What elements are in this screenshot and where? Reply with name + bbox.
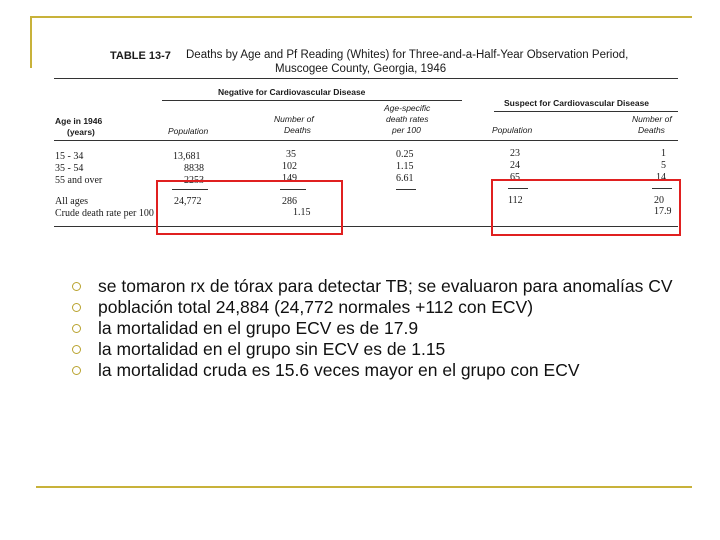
row-deaths-s: 1 (661, 148, 666, 159)
row-rate: 1.15 (396, 161, 414, 172)
col-age-unit: (years) (67, 127, 95, 137)
crude-rate-negative: 1.15 (293, 207, 311, 218)
circle-bullet-icon (72, 282, 81, 291)
circle-bullet-icon (72, 345, 81, 354)
row-deaths: 102 (282, 161, 297, 172)
highlight-box-suspect (491, 179, 681, 236)
bullet-list (72, 276, 692, 381)
table-title-line1: Deaths by Age and Pf Reading (Whites) for Three-and-a-Half-Year Observation Period, (186, 49, 629, 61)
col-population-s-header: Population (492, 125, 533, 135)
bullet-text: la mortalidad cruda es 15.6 veces mayor en el grupo con ECV (98, 360, 580, 380)
group-negative-header: Negative for Cardiovascular Disease (218, 87, 366, 97)
row-population-s: 65 (510, 172, 520, 183)
crude-rate-label: Crude death rate per 100 (55, 208, 154, 219)
row-population: 13,681 (173, 151, 201, 162)
bullet-text: la mortalidad en el grupo ECV es de 17.9 (98, 318, 419, 338)
row-age-label: 15 - 34 (55, 151, 84, 162)
highlight-box-negative (156, 180, 343, 235)
row-rate: 0.25 (396, 149, 414, 160)
circle-bullet-icon (72, 303, 81, 312)
col-age-header: Age in 1946 (55, 116, 103, 126)
all-ages-population-s: 112 (508, 195, 523, 206)
all-ages-deaths-s: 20 (654, 195, 664, 206)
col-population-header: Population (168, 126, 209, 136)
row-population-s: 23 (510, 148, 520, 159)
group-negative-rule (162, 100, 462, 101)
row-deaths: 35 (286, 149, 296, 160)
col-rates-header-3: per 100 (392, 125, 421, 135)
group-suspect-rule (494, 111, 678, 112)
bullet-item (72, 297, 692, 318)
bullet-text: se tomaron rx de tórax para detectar TB; se evaluaron para anomalías CV (98, 276, 673, 296)
bullet-item (72, 339, 692, 360)
row-rate: 6.61 (396, 173, 414, 184)
bullet-item (72, 276, 692, 297)
circle-bullet-icon (72, 324, 81, 333)
table-top-rule (54, 78, 678, 79)
row-deaths-s: 14 (656, 172, 666, 183)
row-deaths: 149 (282, 173, 297, 184)
row-population: 8838 (184, 163, 204, 174)
bullet-text: la mortalidad en el grupo sin ECV es de 1.15 (98, 339, 446, 359)
col-deaths-s-header-1: Number of (632, 114, 672, 124)
col-deaths-header-1: Number of (274, 114, 314, 124)
header-bottom-rule (54, 140, 678, 141)
table-title-line2: Muscogee County, Georgia, 1946 (275, 63, 447, 75)
all-ages-population: 24,772 (174, 196, 202, 207)
crude-rate-suspect: 17.9 (654, 206, 672, 217)
sum-rule-rate (396, 189, 416, 190)
frame-bottom-border (36, 486, 692, 488)
frame-top-border (30, 16, 692, 18)
col-deaths-header-2: Deaths (284, 125, 311, 135)
circle-bullet-icon (72, 366, 81, 375)
row-population: 2253 (184, 175, 204, 186)
all-ages-label: All ages (55, 196, 89, 207)
row-age-label: 35 - 54 (55, 163, 84, 174)
table-id: TABLE 13-7 (110, 50, 171, 62)
all-ages-deaths: 286 (282, 196, 297, 207)
frame-left-border (30, 16, 32, 68)
row-population-s: 24 (510, 160, 520, 171)
row-deaths-s: 5 (661, 160, 666, 171)
bullet-text: población total 24,884 (24,772 normales +112 con ECV) (98, 297, 534, 317)
bullet-item (72, 360, 692, 381)
group-suspect-header: Suspect for Cardiovascular Disease (504, 98, 650, 108)
col-rates-header-1: Age-specific (384, 103, 431, 113)
row-age-label: 55 and over (55, 175, 103, 186)
col-rates-header-2: death rates (386, 114, 429, 124)
col-deaths-s-header-2: Deaths (638, 125, 665, 135)
bullet-item (72, 318, 692, 339)
